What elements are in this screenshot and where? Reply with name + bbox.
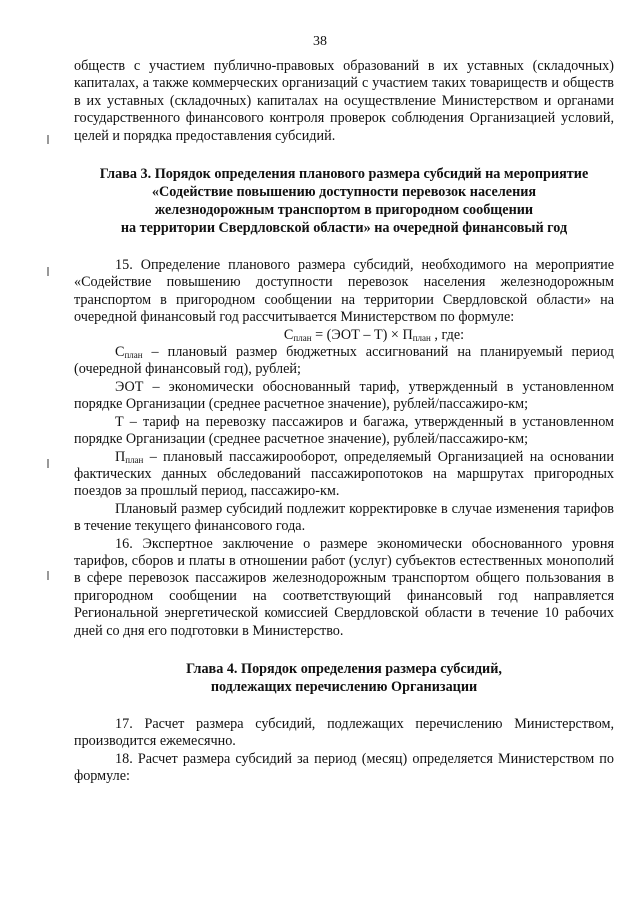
def-c-sub: план xyxy=(124,350,143,361)
definition-c-plan xyxy=(74,344,614,379)
margin-mark xyxy=(47,267,49,276)
formula-tail: , где: xyxy=(430,326,465,343)
formula-mid: = (ЭОТ – Т) × П xyxy=(311,326,413,343)
def-p-sub: план xyxy=(125,454,144,465)
def-c-text: – плановый размер бюджетных ассигнований на планируемый период (очередной финансовый год), рублей; xyxy=(74,344,614,378)
chapter3-title-line3: железнодорожным транспортом в пригородном сообщении xyxy=(154,202,534,219)
chapter3-title-line2: «Содействие повышению доступности перевозок населения xyxy=(151,184,537,201)
formula-lhs-sub: план xyxy=(293,332,312,343)
paragraph-16: 16. Экспертное заключение о размере экономически обоснованного уровня тарифов, сборов и платы в отношении работ (услуг) субъектов естественных монополий в сфере перевозок пассажиров железнодорожным транспортом общего пользования в пригородном сообщении на соответствующий финансовый год направляется Региональной энергетической комиссией Свердловской области в течение 10 рабочих дней со дня его подготовки в Министерство. xyxy=(74,535,614,639)
definition-t: Т – тариф на перевозку пассажиров и багажа, утвержденный в установленном порядке Организации (среднее расчетное значение), рублей/пассажиро-км; xyxy=(74,413,614,448)
chapter3-title-line1: Глава 3. Порядок определения планового размера субсидий на мероприятие xyxy=(99,166,589,183)
def-c-symbol: С xyxy=(115,344,125,361)
margin-mark xyxy=(47,135,49,144)
document-body xyxy=(74,58,614,786)
chapter3-title-line4: на территории Свердловской области» на очередной финансовый год xyxy=(120,220,568,237)
top-paragraph: обществ с участием публично-правовых образований в их уставных (складочных) капиталах, а также коммерческих организаций с участием таких товариществ и обществ в их уставных (складочных) капиталах на осуществление Министерством и органами государственного финансового контроля проверок соблюдения Организацией условий, целей и порядка предоставления субсидий. xyxy=(74,58,614,144)
formula-rhs-sub: план xyxy=(412,332,431,343)
chapter4-title-line1: Глава 4. Порядок определения размера субсидий, xyxy=(186,660,502,677)
paragraph-adjustment: Плановый размер субсидий подлежит корректировке в случае изменения тарифов в течение текущего финансового года. xyxy=(74,500,614,535)
margin-mark xyxy=(47,571,49,580)
paragraph-18: 18. Расчет размера субсидий за период (месяц) определяется Министерством по формуле: xyxy=(74,750,614,785)
def-p-text: – плановый пассажирооборот, определяемый Организацией на основании фактических данных обследований пассажиропотоков на маршрутах пригородных поездов за прошлый период, пассажиро-км. xyxy=(74,448,614,500)
formula-lhs: С xyxy=(283,326,294,343)
definition-p-plan xyxy=(74,449,614,501)
definition-eot: ЭОТ – экономически обоснованный тариф, утвержденный в установленном порядке Организации (среднее расчетное значение), рублей/пассажиро-км; xyxy=(74,378,614,413)
paragraph-17: 17. Расчет размера субсидий, подлежащих перечислению Министерством, производится ежемесячно. xyxy=(74,715,614,750)
margin-mark xyxy=(47,459,49,468)
chapter4-title-line2: подлежащих перечислению Организации xyxy=(210,678,478,695)
page-number: 38 xyxy=(313,34,327,49)
paragraph-15: 15. Определение планового размера субсидий, необходимого на мероприятие «Содействие повышению доступности перевозок населения железнодорожным транспортом в пригородном сообщении на территории Свердловской области» на очередной финансовый год рассчитывается Министерством по формуле: xyxy=(74,257,614,326)
subsidy-formula xyxy=(74,327,614,344)
def-p-symbol: П xyxy=(115,448,126,465)
